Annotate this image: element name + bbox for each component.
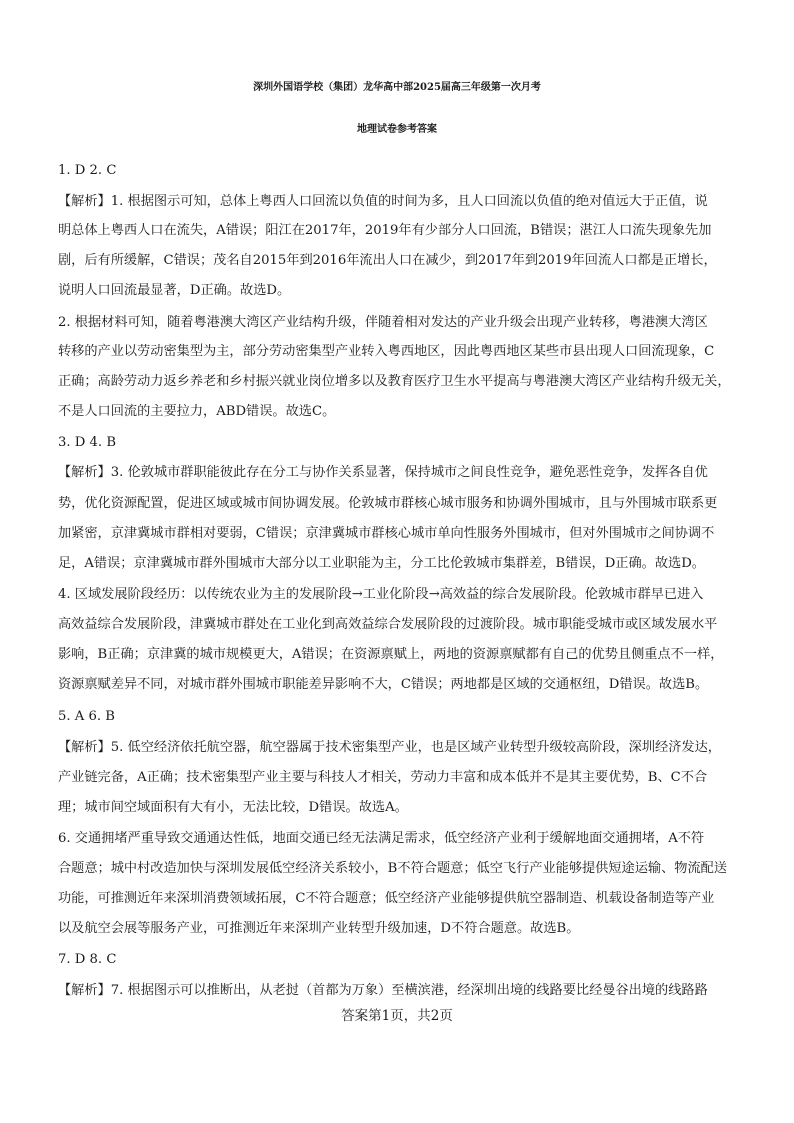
answer-line: 功能，可推测近年来深圳消费领域拓展，C不符合题意；低空经济产业能够提供航空器制造、机载设备制造等产业 [58, 891, 715, 906]
answer-line: 高效益综合发展阶段，津冀城市群处在工业化到高效益综合发展阶段的过渡阶段。城市职能受城市或区域发展水平 [58, 617, 718, 632]
answer-line: 加紧密，京津冀城市群相对要弱，C错误；京津冀城市群核心城市单向性服务外围城市，但对外围城市之间协调不 [58, 526, 715, 541]
answer-line: 足，A错误；京津冀城市群外围城市大部分以工业职能为主，分工比伦敦城市集群差，B错误，D正确。故选D。 [58, 556, 705, 571]
answer-line: 合题意；城中村改造加快与深圳发展低空经济关系较小，B不符合题意；低空飞行产业能够提供短途运输、物流配送 [58, 861, 728, 876]
answer-line: 【解析】1. 根据图示可知，总体上粤西人口回流以负值的时间为多，且人口回流以负值的绝对值远大于正值，说 [58, 194, 708, 209]
answer-line: 资源禀赋差异不同，对城市群外围城市职能差异影响不大，C错误；两地都是区域的交通枢纽，D错误。故选B。 [58, 677, 709, 692]
answer-line: 影响，B正确；京津冀的城市规模更大，A错误；在资源禀赋上，两地的资源禀赋都有自己的优势且侧重点不一样， [58, 647, 724, 662]
answer-line: 4. 区域发展阶段经历：以传统农业为主的发展阶段→工业化阶段→高效益的综合发展阶段。伦敦城市群早已进入 [58, 587, 704, 602]
answer-line: 转移的产业以劳动密集型为主，部分劳动密集型产业转入粤西地区，因此粤西地区某些市县出现人口回流现象，C [58, 344, 715, 359]
answer-line: 势，优化资源配置，促进区域或城市间协调发展。伦敦城市群核心城市服务和协调外围城市，且与外围城市联系更 [58, 496, 718, 511]
answer-line: 1. D 2. C [58, 163, 117, 178]
answer-line: 说明人口回流最显著，D正确。故选D。 [58, 283, 291, 298]
answer-line: 7. D 8. C [58, 952, 117, 967]
answer-subtitle: 地理试卷参考答案 [357, 124, 437, 135]
answer-line: 2. 根据材料可知，随着粤港澳大湾区产业结构升级，伴随着相对发达的产业升级会出现产业转移，粤港澳大湾区 [58, 315, 708, 330]
answer-line: 6. 交通拥堵严重导致交通通达性低，地面交通已经无法满足需求，低空经济产业利于缓解地面交通拥堵，A不符 [58, 831, 705, 846]
answer-line: 5. A 6. B [58, 709, 115, 724]
answer-line: 【解析】5. 低空经济依托航空器，航空器属于技术密集型产业，也是区域产业转型升级较高阶段，深圳经济发达， [58, 740, 721, 755]
answer-line: 剧，后有所缓解，C错误；茂名自2015年到2016年流出人口在减少，到2017年到2019年回流人口都是正增长， [58, 253, 717, 268]
answer-line: 【解析】3. 伦敦城市群职能彼此存在分工与协作关系显著，保持城市之间良性竞争，避免恶性竞争，发挥各自优 [58, 465, 708, 480]
exam-title: 深圳外国语学校（集团）龙华高中部2025届高三年级第一次月考 [253, 82, 541, 93]
answer-line: 不是人口回流的主要拉力，ABD错误。故选C。 [58, 404, 336, 419]
answer-line: 产业链完备，A正确；技术密集型产业主要与科技人才相关，劳动力丰富和成本低并不是其主要优势，B、C不合 [58, 770, 708, 785]
answer-line: 以及航空会展等服务产业，可推测近年来深圳产业转型升级加速，D不符合题意。故选B。 [58, 921, 580, 936]
answer-line: 3. D 4. B [58, 435, 117, 450]
page-footer: 答案第1页，共2页 [341, 1008, 453, 1024]
answer-line: 正确；高龄劳动力返乡养老和乡村振兴就业岗位增多以及教育医疗卫生水平提高与粤港澳大湾区产业结构升级无关， [58, 374, 731, 389]
answer-line: 【解析】7. 根据图示可以推断出，从老挝（首都为万象）至横滨港，经深圳出境的线路要比经曼谷出境的线路路 [58, 983, 708, 998]
answer-line: 明总体上粤西人口在流失，A错误；阳江在2017年，2019年有少部分人口回流，B错误；湛江人口流失现象先加 [58, 223, 712, 238]
answer-line: 理；城市间空域面积有大有小，无法比较，D错误。故选A。 [58, 800, 408, 815]
